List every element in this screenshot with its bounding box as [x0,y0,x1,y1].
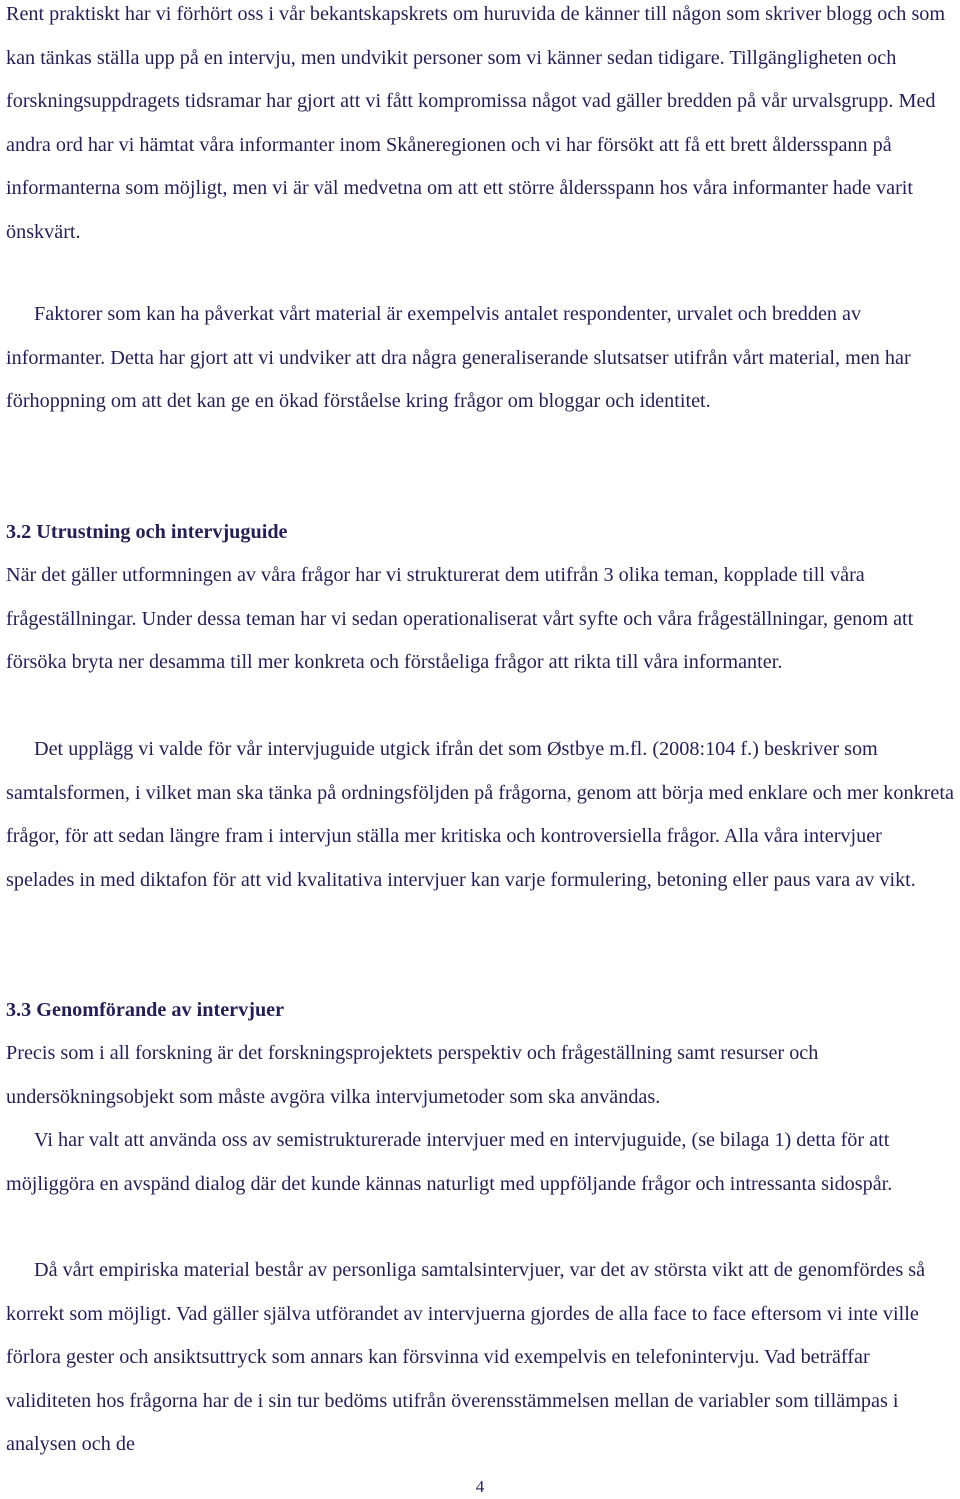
paragraph-3-3-1: Precis som i all forskning är det forskningsprojektets perspektiv och frågeställning samt resurser och undersökningsobjekt som måste avgöra vilka intervjumetoder som ska användas. [6,1042,819,1108]
paragraph-3-2-1: När det gäller utformningen av våra frågor har vi strukturerat dem utifrån 3 olika teman, kopplade till våra frågeställningar. Under dessa teman har vi sedan operationaliserat vårt syfte och våra frågeställningar, genom att försöka bryta ner desamma till mer konkreta och förståeliga frågor att rikta till våra informanter. [6,564,914,673]
heading-3-2: 3.2 Utrustning och intervjuguide [6,521,288,543]
paragraph-intro-1: Rent praktiskt har vi förhört oss i vår bekantskapskrets om huruvida de känner till någon som skriver blogg och som kan tänkas ställa upp på en intervju, men undvikit personer som vi känner sedan tidigare. Tillgängligheten och forskningsuppdragets tidsramar har gjort att vi fått kompromissa något vad gäller bredden på vår urvalsgrupp. Med andra ord har vi hämtat våra informanter inom Skåneregionen och vi har försökt att få ett brett åldersspann på informanterna som möjligt, men vi är väl medvetna om att ett större åldersspann hos våra informanter hade varit önskvärt. [6,3,946,243]
paragraph-3-2-2: Det upplägg vi valde för vår intervjuguide utgick ifrån det som Østbye m.fl. (2008:104 f.) beskriver som samtalsformen, i vilket man ska tänka på ordningsföljden på frågorna, genom att börja med enklare och mer konkreta frågor, för att sedan längre fram i intervjun ställa mer kritiska och kontroversiella frågor. Alla våra intervjuer spelades in med diktafon för att vid kvalitativa intervjuer kan varje formulering, betoning eller paus vara av vikt. [6,738,954,891]
heading-3-3: 3.3 Genomförande av intervjuer [6,999,285,1021]
page-number: 4 [475,1477,485,1496]
paragraph-3-3-3: Då vårt empiriska material består av personliga samtalsintervjuer, var det av största vikt att de genomfördes så korrekt som möjligt. Vad gäller själva utförandet av intervjuerna gjordes de alla face to face eftersom vi inte ville förlora gester och ansiktsuttryck som annars kan försvinna vid exempelvis en telefonintervju. Vad beträffar validiteten hos frågorna har de i sin tur bedöms utifrån överensstämmelsen mellan de variabler som tillämpas i analysen och de [6,1259,926,1455]
paragraph-3-3-2: Vi har valt att använda oss av semistrukturerade intervjuer med en intervjuguide, (se bilaga 1) detta för att möjliggöra en avspänd dialog där det kunde kännas naturligt med uppföljande frågor och intressanta sidospår. [6,1129,893,1195]
paragraph-intro-2: Faktorer som kan ha påverkat vårt material är exempelvis antalet respondenter, urvalet och bredden av informanter. Detta har gjort att vi undviker att dra några generaliserande slutsatser utifrån vårt material, men har förhoppning om att det kan ge en ökad förståelse kring frågor om bloggar och identitet. [6,303,911,412]
